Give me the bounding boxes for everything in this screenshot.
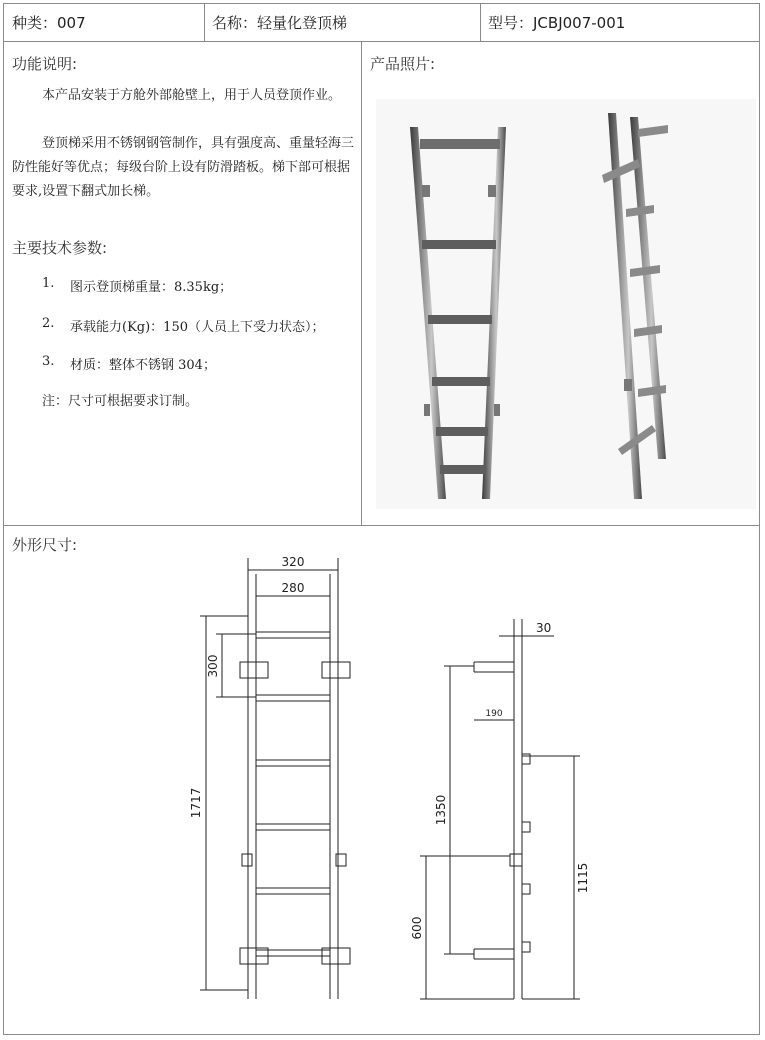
item-text: 材质：整体不锈钢 304； <box>70 358 216 373</box>
upper-span-label: 1350 <box>434 794 448 826</box>
function-paragraph-2: 登顶梯采用不锈钢钢管制作，具有强度高、重量轻海三防性能好等优点；每级台阶上设有防滑踏板。梯下部可根据要求,设置下翻式加长梯。 <box>12 136 355 199</box>
item-text: 图示登顶梯重量：8.35kg； <box>70 280 233 295</box>
item-text: 承载能力(Kg)：150（人员上下受力状态）； <box>70 320 325 335</box>
params-list <box>42 276 352 416</box>
category-label: 种类：007 <box>12 14 86 32</box>
item-number: 2. <box>42 316 55 331</box>
params-title: 主要技术参数: <box>12 239 108 257</box>
dimensions-title: 外形尺寸: <box>12 536 78 554</box>
product-sheet <box>3 3 760 1035</box>
side-view-ladder <box>602 113 668 499</box>
name-cell <box>204 4 480 42</box>
inner-width-label: 280 <box>281 581 305 595</box>
product-photo <box>376 99 756 509</box>
dimension-drawing <box>144 544 624 1006</box>
item-number: 1. <box>42 276 55 291</box>
item-number: 3. <box>42 354 55 369</box>
photo-title: 产品照片: <box>370 55 436 73</box>
product-name: 名称：轻量化登顶梯 <box>212 14 348 32</box>
divider <box>480 4 481 42</box>
ladder-photo-image <box>376 99 756 509</box>
function-paragraph-1: 本产品安装于方舱外部舱壁上，用于人员登顶作业。 <box>42 88 342 103</box>
lower-span-label: 1115 <box>576 862 590 894</box>
divider <box>361 42 362 526</box>
params-note <box>42 390 198 409</box>
outer-width-label: 320 <box>281 555 305 569</box>
category-cell <box>4 4 204 42</box>
bottom-span-label: 600 <box>410 916 424 940</box>
step-pitch-label: 300 <box>206 654 220 678</box>
height-label: 1717 <box>189 787 203 819</box>
offset-label: 30 <box>536 621 552 635</box>
bracket-depth-label: 190 <box>485 709 503 719</box>
divider <box>4 525 759 526</box>
front-view-ladder <box>410 127 506 499</box>
note-text: 注：尺寸可根据要求订制。 <box>42 394 199 409</box>
model-cell <box>480 4 759 42</box>
model-number: 型号：JCBJ007-001 <box>488 14 626 32</box>
divider <box>204 4 205 42</box>
function-title: 功能说明: <box>12 55 78 73</box>
